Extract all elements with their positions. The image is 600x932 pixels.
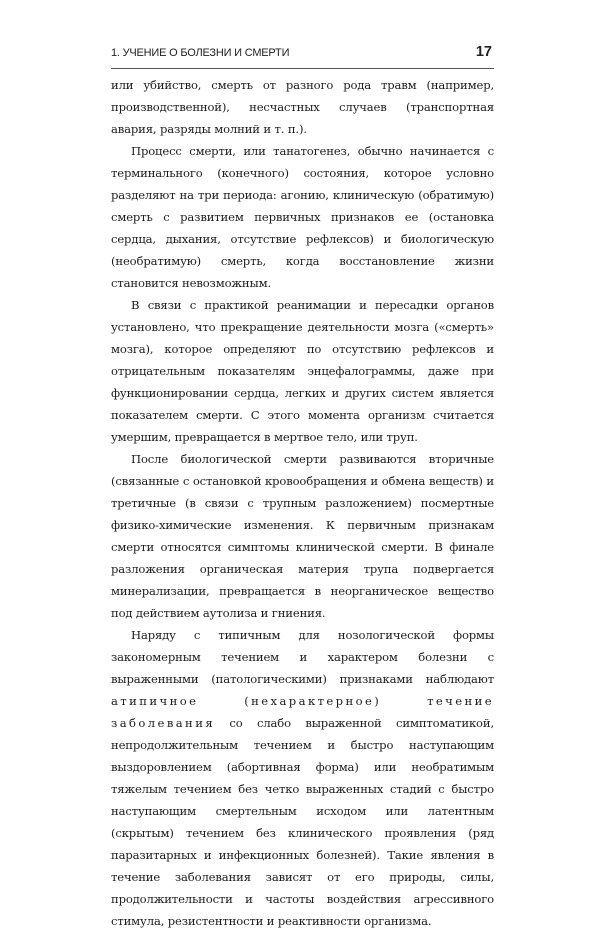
paragraph-postmortem-changes: После биологической смерти развиваются вторичные (связанные с остановкой кровообращения и обмена веществ) и третичные (в связи с трупным разложением) посмертные физико-химические изменения. К первичным признакам смерти относятся симптомы клинической смерти. В финале разложения органическая материя трупа подвергается минерализации, превращается в неорганическое вещество под действием аутолиза и гниения. [111,452,494,620]
paragraph-atypical-course [111,624,494,932]
paragraph-thanatogenesis: Процесс смерти, или танатогенез, обычно начинается с терминального (конечного) состояния, которое условно разделяют на три периода: агонию, клиническую (обратимую) смерть с развитием первичных признаков ее (остановка сердца, дыхания, отсутствие рефлексов) и биологическую (необратимую) смерть, когда восстановление жизни становится невозможным. [111,144,494,290]
page-number: 17 [475,44,492,60]
paragraph-atypical-course-start: Наряду с типичным для нозологической формы закономерным течением и характером болезни с выраженными (патологическими) признаками наблюдают [111,628,494,686]
paragraph-continued: или убийство, смерть от разного рода травм (например, производственной), несчастных случаев (транспортная авария, разряды молний и т. п.). [111,78,494,136]
paragraph-atypical-course-end: со слабо выраженной симптоматикой, непродолжительным течением и быстро наступающим выздоровлением (абортивная форма) или необратимым тяжелым течением без четко выраженных стадий с быстро наступающим смертельным исходом или латентным (скрытым) течением без клинического проявления (ряд паразитарных и инфекционных болезней). Такие явления в течение заболевания зависят от его природы, силы, продолжительности и частоты воздействия агрессивного стимула, резистентности и реактивности организма. [111,716,494,928]
body-text [111,74,494,932]
running-header [111,38,494,69]
paragraph-brain-death: В связи с практикой реанимации и пересадки органов установлено, что прекращение деятельности мозга («смерть» мозга), которое определяют по отсутствию рефлексов и отрицательным показателям энцефалограммы, даже при функционировании сердца, легких и других систем является показателем смерти. С этого момента организм считается умершим, превращается в мертвое тело, или труп. [111,298,494,444]
emphasized-term: атипичное (нехарактерное) течение заболевания [111,694,494,730]
chapter-title: 1. УЧЕНИЕ О БОЛЕЗНИ И СМЕРТИ [111,47,290,59]
